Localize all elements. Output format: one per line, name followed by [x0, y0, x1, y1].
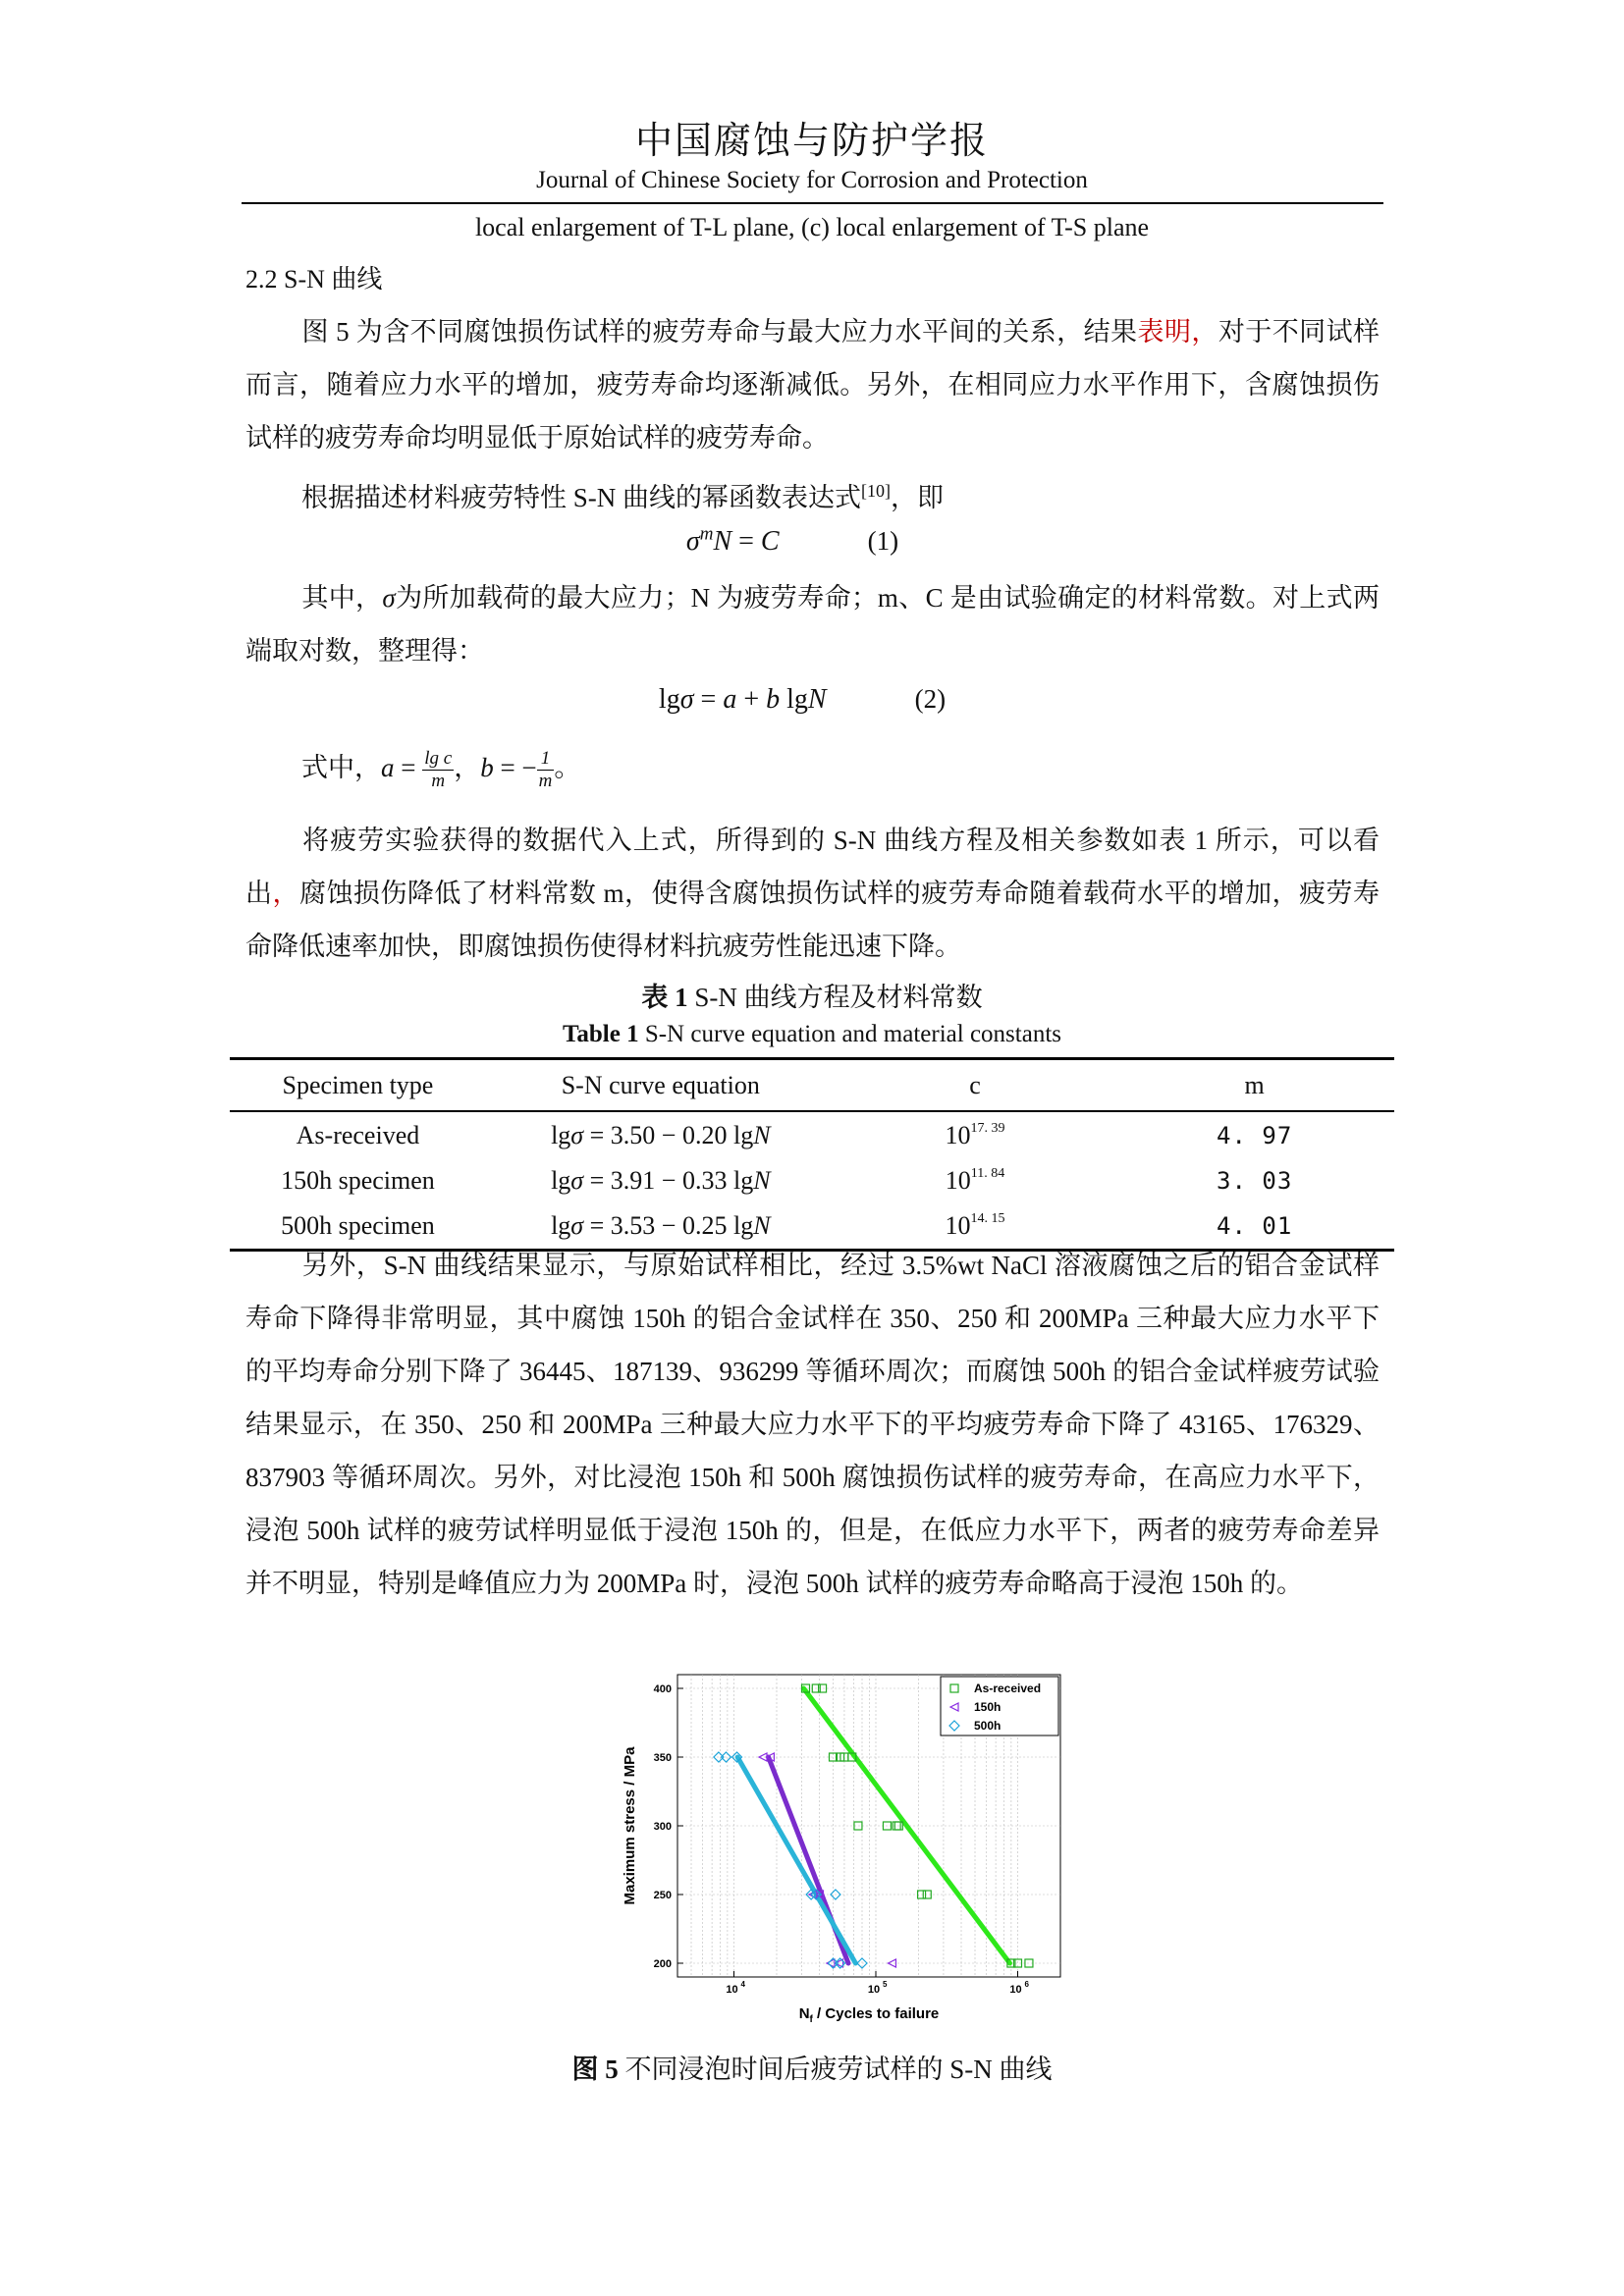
x-axis-label: $N_f$ / Cycles to failure	[798, 2005, 940, 2025]
y-tick-label: 300	[653, 1821, 672, 1833]
x-tick-exponent: 4	[740, 1980, 745, 1989]
legend-label: As-received	[974, 1682, 1042, 1695]
y-tick-label: 200	[653, 1958, 672, 1970]
y-tick-label: 400	[653, 1683, 672, 1695]
section-heading: 2.2 S-N 曲线	[245, 265, 383, 294]
table-row: 150h specimen lgσ = 3.91 − 0.33 lgN $10^{11. 84}$ 3. 03	[281, 1166, 1293, 1195]
column-header: Specimen type	[230, 1059, 486, 1112]
sn-chart	[599, 1663, 1090, 2041]
x-tick-label: 10	[726, 1984, 738, 1996]
equation-2: lgσ = a + b lgN (2)	[658, 684, 947, 715]
x-tick-label: 10	[867, 1984, 881, 1996]
sn-curve-table	[230, 1057, 1394, 1252]
table-row: As-received lgσ = 3.50 − 0.20 lgN $10^{17. 39}$ 4. 97	[296, 1120, 1293, 1149]
equation-1: $\sigma^mN = C$ (1)	[685, 524, 899, 558]
paragraph-1: 图 5 为含不同腐蚀损伤试样的疲劳寿命与最大应力水平间的关系，结果表明，对于不同试样而言，随着应力水平的增加，疲劳寿命均逐渐减低。另外，在相同应力水平作用下，含腐蚀损伤试样的疲劳寿命均明显低于原始试样的疲劳寿命。	[245, 317, 1380, 453]
column-header: c	[836, 1059, 1115, 1112]
paragraph-5: 将疲劳实验获得的数据代入上式，所得到的 S-N 曲线方程及相关参数如表 1 所示，可以看出，腐蚀损伤降低了材料常数 m，使得含腐蚀损伤试样的疲劳寿命随着载荷水平的增加，疲劳寿命降低速率加快，即腐蚀损伤使得材料抗疲劳性能迅速下降。	[245, 826, 1380, 961]
journal-title-en: Journal of Chinese Society for Corrosion and Protection	[536, 167, 1088, 193]
paragraph-4: 式中，a = $\frac{\text{lg c}}{m}$ ，b = − $\frac{1}{m}$ 。	[301, 748, 581, 792]
table-row: 500h specimen lgσ = 3.53 − 0.25 lgN $10^{14. 15}$ 4. 01	[230, 1203, 1394, 1251]
journal-title-cn: 中国腐蚀与防护学报	[634, 121, 989, 162]
x-tick-label: 10	[1009, 1984, 1022, 1996]
y-tick-label: 250	[653, 1890, 672, 1901]
column-header: S-N curve equation	[486, 1059, 836, 1112]
highlighted-text: 表明，	[1137, 317, 1218, 347]
figure-caption: 图 5 不同浸泡时间后疲劳试样的 S-N 曲线	[571, 2055, 1053, 2084]
y-tick-label: 350	[653, 1752, 672, 1764]
paragraph-2: 根据描述材料疲劳特性 S-N 曲线的幂函数表达式[10]，即	[301, 481, 945, 512]
legend-label: 150h	[974, 1700, 1001, 1714]
y-axis-label: Maximum stress / MPa	[622, 1746, 638, 1905]
x-tick-exponent: 5	[883, 1980, 888, 1989]
column-header: m	[1114, 1059, 1394, 1112]
table-title-en: Table 1 S-N curve equation and material constants	[563, 1021, 1061, 1047]
previous-figure-caption-tail: local enlargement of T-L plane, (c) local enlargement of T-S plane	[474, 213, 1150, 241]
paragraph-3: 其中，σ为所加载荷的最大应力；N 为疲劳寿命；m、C 是由试验确定的材料常数。对上式两端取对数，整理得：	[245, 583, 1380, 666]
citation-ref: [10]	[861, 481, 892, 501]
equation-1-number: (1)	[867, 526, 899, 557]
header-rule	[242, 202, 1383, 204]
paragraph-6: 另外，S-N 曲线结果显示，与原始试样相比，经过 3.5%wt NaCl 溶液腐蚀之后的铝合金试样寿命下降得非常明显，其中腐蚀 150h 的铝合金试样在 350、250 和 200MPa 三种最大应力水平下的平均寿命分别下降了 36445、187139、936299 等循环周次；而腐蚀 500h 的铝合金试样疲劳试验结果显示，在 350、250 和 200MPa 三种最大应力水平下的平均疲劳寿命下降了 43165、176329、837903 等循环周次。另外，对比浸泡 150h 和 500h 腐蚀损伤试样的疲劳寿命，在高应力水平下，浸泡 500h 试样的疲劳试样明显低于浸泡 150h 的，但是，在低应力水平下，两者的疲劳寿命差异并不明显，特别是峰值应力为 200MPa 时，浸泡 500h 试样的疲劳寿命略高于浸泡 150h 的。	[245, 1251, 1380, 1598]
table-title-cn: 表 1 S-N 曲线方程及材料常数	[641, 983, 983, 1012]
equation-2-number: (2)	[914, 684, 947, 714]
x-tick-exponent: 6	[1024, 1980, 1029, 1989]
legend-label: 500h	[974, 1719, 1001, 1733]
